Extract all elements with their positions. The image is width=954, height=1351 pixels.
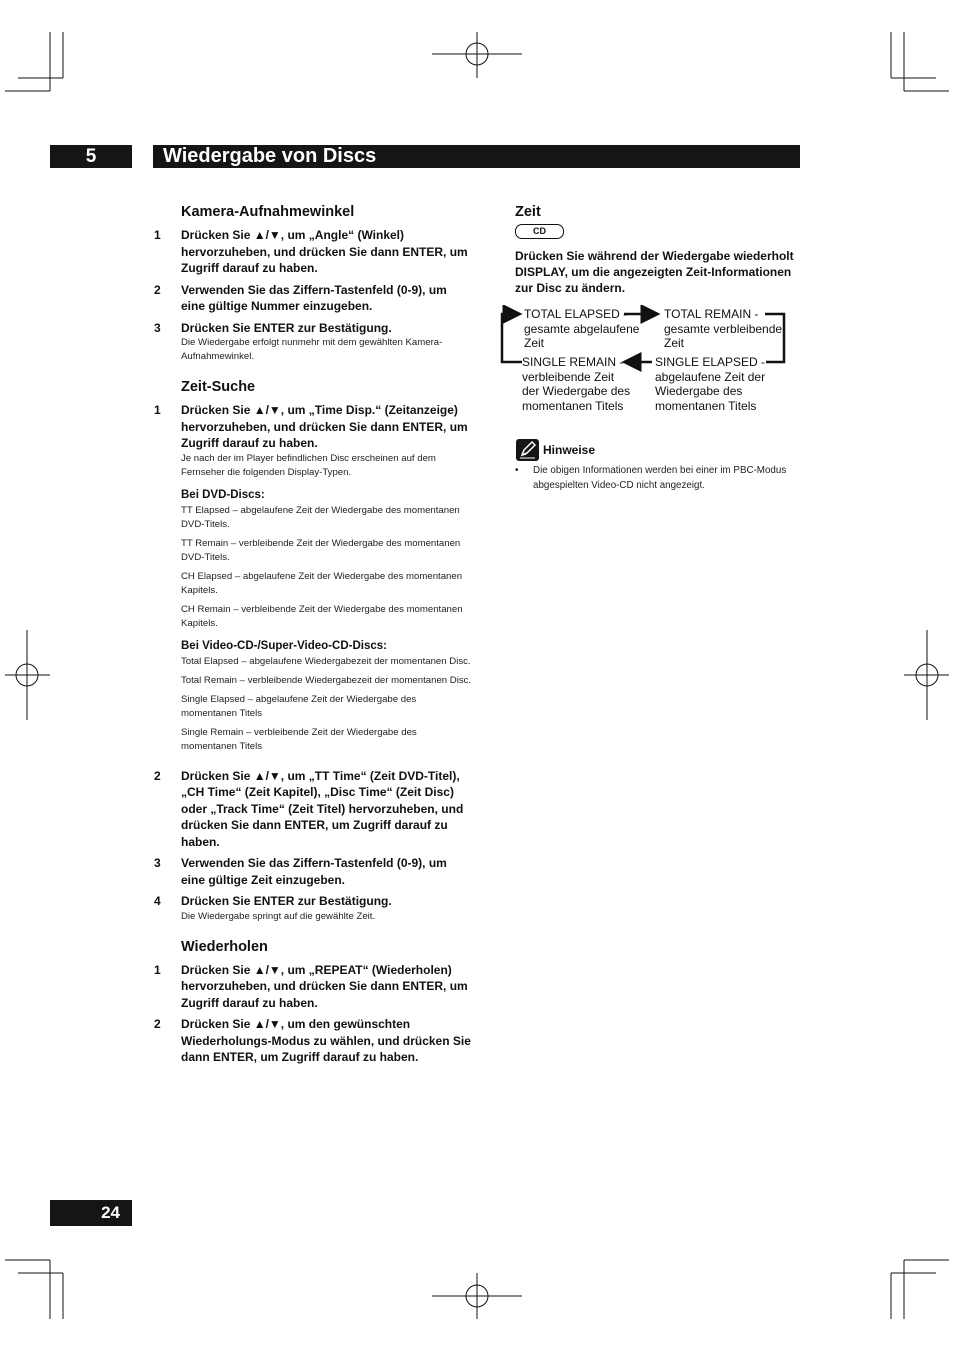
dvd-item: TT Remain – verbleibende Zeit der Wiedergabe des momentanen DVD-Titels.	[181, 537, 461, 563]
vcd-item: Single Remain – verbleibende Zeit der Wiedergabe des momentanen Titels	[181, 726, 417, 752]
note-pencil-icon	[516, 439, 539, 461]
section-kamera	[154, 203, 474, 364]
step-number: 1	[154, 228, 161, 242]
vcd-subhead: Bei Video-CD-/Super-Video-CD-Discs:	[181, 639, 387, 652]
step-text: Drücken Sie ▲/▼, um den gewünschten Wiederholungs-Modus zu wählen, und drücken Sie dann ENTER, um Zugriff darauf zu haben.	[181, 1017, 471, 1064]
step-text: Drücken Sie ▲/▼, um „Angle“ (Winkel) hervorzuheben, und drücken Sie dann ENTER, um Zugriff darauf zu haben.	[181, 228, 468, 275]
zeit-intro: Drücken Sie während der Wiedergabe wiederholt DISPLAY, um die angezeigten Zeit-Informationen zur Disc zu ändern.	[515, 249, 794, 295]
section-wiederholen	[154, 938, 474, 1066]
step-number: 1	[154, 962, 161, 977]
dvd-subhead: Bei DVD-Discs:	[181, 488, 265, 501]
section-title: Wiederholen	[181, 938, 268, 955]
step	[154, 855, 474, 888]
page-number: 24	[101, 1203, 120, 1222]
single-elapsed-label: SINGLE ELAPSED - abgelaufene Zeit der Wiedergabe des momentanen Titels	[655, 355, 766, 413]
chapter-title: Wiedergabe von Discs	[163, 145, 377, 167]
section-title-zeit: Zeit	[515, 204, 541, 220]
dvd-item: CH Remain – verbleibende Zeit der Wiedergabe des momentanen Kapitels.	[181, 603, 463, 629]
step-number: 3	[154, 856, 161, 870]
hint-text: Die obigen Informationen werden bei einer im PBC-Modus abgespielten Video-CD nicht angezeigt.	[533, 465, 787, 491]
step-number: 2	[154, 1017, 161, 1031]
step-number: 2	[154, 768, 161, 783]
hint-title: Hinweise	[543, 443, 596, 457]
step-text: Drücken Sie ▲/▼, um „TT Time“ (Zeit DVD-Titel), „CH Time“ (Zeit Kapitel), „Disc Time“ (Zeit Disc) oder „Track Time“ (Zeit Titel) hervorzuheben, und drücken Sie dann ENTER, um Zugriff darauf zu haben.	[181, 768, 464, 849]
vcd-item: Single Elapsed – abgelaufene Zeit der Wiedergabe des momentanen Titels	[181, 693, 417, 719]
step-note: Die Wiedergabe erfolgt nunmehr mit dem gewählten Kamera-Aufnahmewinkel.	[181, 337, 443, 362]
hint-bullet: •	[515, 465, 519, 476]
step-number: 1	[154, 403, 161, 417]
left-column	[154, 203, 474, 1080]
step-text: Drücken Sie ▲/▼, um „REPEAT“ (Wiederholen) hervorzuheben, und drücken Sie dann ENTER, um Zugriff darauf zu haben.	[181, 962, 468, 1010]
step-number: 3	[154, 320, 161, 335]
display-cycle-diagram	[500, 305, 800, 425]
chapter-number: 5	[85, 146, 97, 167]
section-title: Zeit-Suche	[181, 379, 256, 395]
step	[154, 1016, 474, 1066]
step	[154, 227, 474, 277]
dvd-item: TT Elapsed – abgelaufene Zeit der Wiedergabe des momentanen DVD-Titels.	[181, 504, 460, 530]
vcd-item: Total Remain – verbleibende Wiedergabezeit der momentanen Disc.	[181, 674, 472, 686]
step	[154, 962, 474, 1012]
step	[154, 402, 474, 480]
section-title: Kamera-Aufnahmewinkel	[181, 204, 355, 220]
step	[154, 768, 474, 851]
step	[154, 320, 474, 365]
right-column	[515, 203, 805, 296]
step-text: Verwenden Sie das Ziffern-Tastenfeld (0-9), um eine gültige Nummer einzugeben.	[181, 282, 447, 313]
section-zeit-suche	[154, 378, 474, 924]
step-note: Die Wiedergabe springt auf die gewählte Zeit.	[181, 910, 376, 922]
step-number: 2	[154, 282, 161, 297]
step	[154, 893, 474, 924]
total-remain-label: TOTAL REMAIN - gesamte verbleibende Zeit	[664, 307, 783, 350]
single-remain-label: SINGLE REMAIN - verbleibende Zeit der Wiedergabe des momentanen Titels	[522, 355, 631, 413]
step-text: Verwenden Sie das Ziffern-Tastenfeld (0-9), um eine gültige Zeit einzugeben.	[181, 856, 447, 887]
total-elapsed-label: TOTAL ELAPSED - gesamte abgelaufene Zeit	[524, 307, 640, 350]
step-number: 4	[154, 894, 161, 908]
step-text: Drücken Sie ENTER zur Bestätigung.	[181, 894, 392, 908]
step-text: Drücken Sie ENTER zur Bestätigung.	[181, 320, 392, 335]
step	[154, 282, 474, 315]
vcd-item: Total Elapsed – abgelaufene Wiedergabezeit der momentanen Disc.	[181, 655, 471, 667]
step-note: Je nach der im Player befindlichen Disc erscheinen auf dem Fernseher die folgenden Display-Typen.	[181, 452, 436, 478]
dvd-item: CH Elapsed – abgelaufene Zeit der Wiedergabe des momentanen Kapitels.	[181, 570, 463, 596]
cd-badge: CD	[515, 224, 564, 239]
step-text: Drücken Sie ▲/▼, um „Time Disp.“ (Zeitanzeige) hervorzuheben, und drücken Sie dann ENTER, um Zugriff darauf zu haben.	[181, 403, 468, 450]
